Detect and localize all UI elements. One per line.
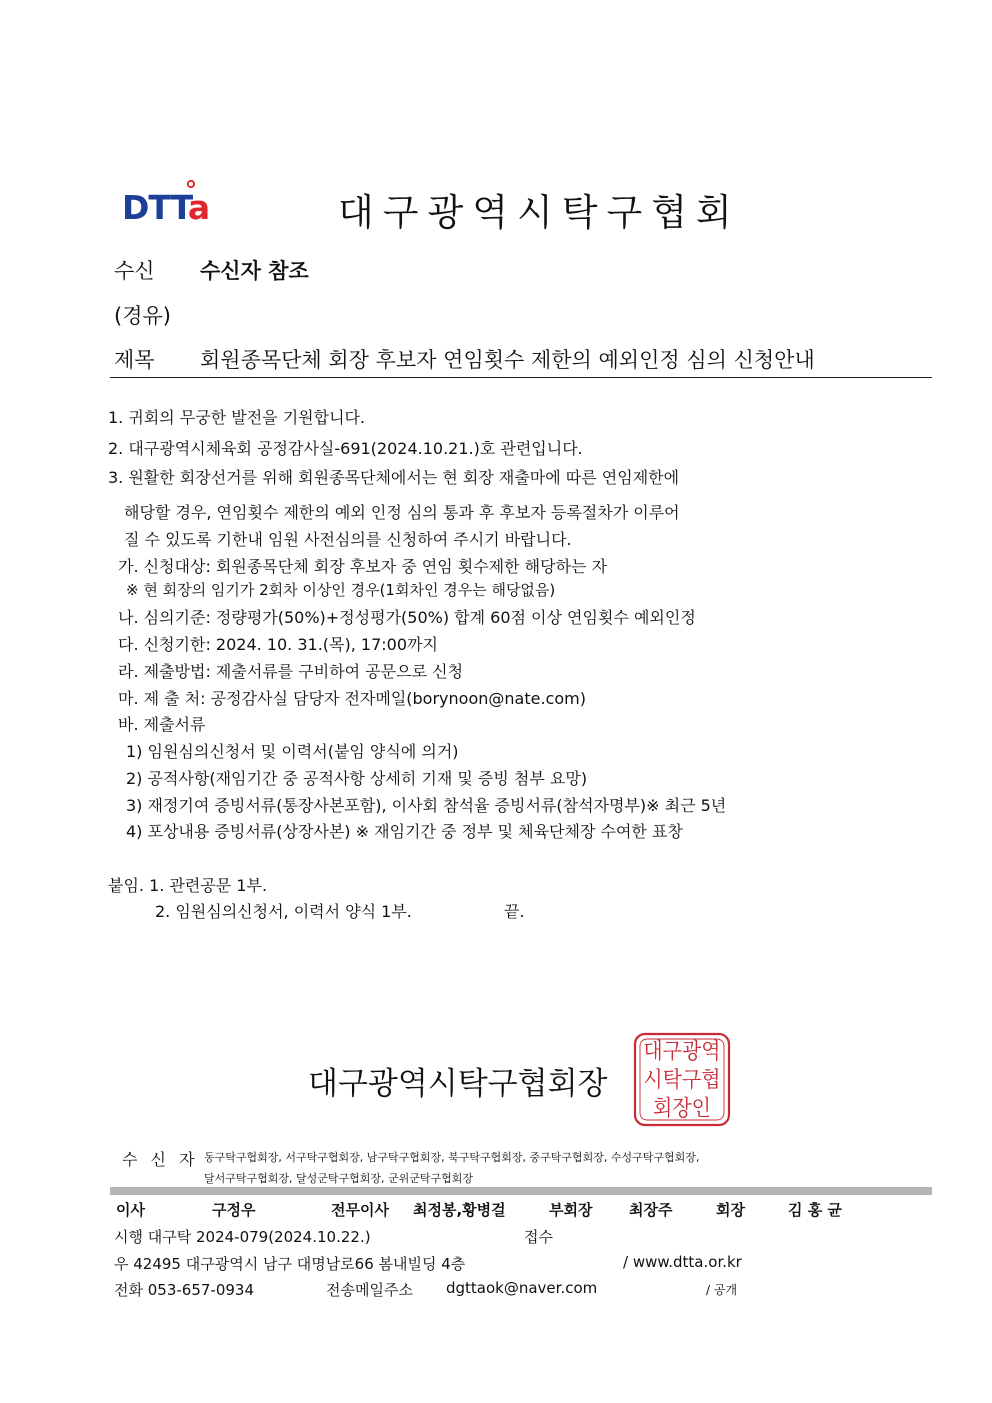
logo-text: DTTa (122, 188, 210, 224)
recipients-line-1: 동구탁구협회장, 서구탁구협회장, 남구탁구협회장, 북구탁구협회장, 중구탁구협회장, 수성구탁구협회장, (204, 1151, 700, 1164)
approval-name-director: 구정우 (212, 1201, 256, 1219)
enforcement-number: 시행 대구탁 2024-079(2024.10.22.) (114, 1228, 371, 1246)
approval-name-president: 김 홍 균 (788, 1201, 842, 1219)
recipient-label: 수신 (114, 259, 155, 283)
phone-number: 전화 053-657-0934 (114, 1281, 255, 1299)
recipients-line-2: 달서구탁구협회장, 달성군탁구협회장, 군위군탁구협회장 (204, 1172, 474, 1185)
end-mark: 끝. (504, 902, 525, 921)
body-line-3c: 질 수 있도록 기한내 임원 사전심의를 신청하여 주시기 바랍니다. (124, 530, 572, 549)
item-ba: 바. 제출서류 (118, 715, 206, 734)
recipient-value: 수신자 참조 (200, 259, 309, 283)
website-link[interactable]: / www.dtta.or.kr (623, 1253, 742, 1271)
approval-title-vice-president: 부회장 (549, 1201, 593, 1219)
logo-dot-icon (188, 181, 194, 187)
via-label: (경유) (114, 304, 171, 328)
subject-value: 회원종목단체 회장 후보자 연임횟수 제한의 예외인정 심의 신청안내 (200, 348, 815, 372)
seal-text-line-1: 대구광역 (643, 1037, 721, 1064)
seal-text-line-3: 회장인 (653, 1094, 711, 1121)
document-item-1: 1) 임원심의신청서 및 이력서(붙임 양식에 의거) (126, 742, 459, 761)
item-ra: 라. 제출방법: 제출서류를 구비하여 공문으로 신청 (118, 662, 464, 681)
approval-title-executive: 전무이사 (331, 1201, 389, 1219)
body-line-2: 2. 대구광역시체육회 공정감사실-691(2024.10.21.)호 관련입니다. (108, 439, 583, 458)
attachment-1: 붙임. 1. 관련공문 1부. (108, 876, 268, 895)
document-item-4: 4) 포상내용 증빙서류(상장사본) ※ 재임기간 중 정부 및 체육단체장 수여한 표창 (126, 822, 683, 841)
header-divider (110, 377, 932, 378)
item-ma: 마. 제 출 처: 공정감사실 담당자 전자메일(borynoon@nate.com) (118, 689, 586, 708)
footer-divider-bar (110, 1187, 932, 1195)
seal-text-line-2: 시탁구협 (643, 1066, 721, 1093)
recipients-list (204, 1147, 699, 1189)
body-line-1: 1. 귀회의 무궁한 발전을 기원합니다. (108, 408, 366, 427)
subject-label: 제목 (114, 348, 155, 372)
approval-title-president: 회장 (716, 1201, 745, 1219)
item-ga-note: ※ 현 회장의 임기가 2회차 이상인 경우(1회차인 경우는 해당없음) (126, 581, 556, 599)
body-line-3b: 해당할 경우, 연임횟수 제한의 예외 인정 심의 통과 후 후보자 등록절차가 이루어 (124, 503, 680, 522)
approval-name-executive: 최정봉,황병걸 (413, 1201, 506, 1219)
item-na: 나. 심의기준: 정량평가(50%)+정성평가(50%) 합계 60점 이상 연임횟수 예외인정 (118, 608, 696, 627)
postal-address: 우 42495 대구광역시 남구 대명남로66 봄내빌딩 4층 (114, 1255, 466, 1273)
item-da: 다. 신청기한: 2024. 10. 31.(목), 17:00까지 (118, 635, 438, 654)
approval-title-director: 이사 (116, 1201, 145, 1219)
official-seal-icon (632, 1031, 732, 1128)
receipt-label: 접수 (524, 1228, 553, 1246)
disclosure-status: / 공개 (706, 1283, 738, 1297)
document-item-3: 3) 재정기여 증빙서류(통장사본포함), 이사회 참석율 증빙서류(참석자명부)※ 최근 5년 (126, 796, 727, 815)
organization-title: 대구광역시탁구협회 (338, 191, 741, 234)
dtta-logo (122, 178, 222, 224)
email-address[interactable]: dgttaok@naver.com (446, 1279, 598, 1297)
attachment-2: 2. 임원심의신청서, 이력서 양식 1부. (155, 902, 412, 921)
email-label: 전송메일주소 (326, 1281, 413, 1299)
recipients-label: 수 신 자 (122, 1150, 199, 1169)
body-line-3a: 3. 원활한 회장선거를 위해 회원종목단체에서는 현 회장 재출마에 따른 연임제한에 (108, 468, 680, 487)
approval-name-vice-president: 최장주 (629, 1201, 673, 1219)
signature-title: 대구광역시탁구협회장 (308, 1066, 608, 1102)
item-ga: 가. 신청대상: 회원종목단체 회장 후보자 중 연임 횟수제한 해당하는 자 (118, 557, 608, 576)
document-item-2: 2) 공적사항(재임기간 중 공적사항 상세히 기재 및 증빙 첨부 요망) (126, 769, 588, 788)
